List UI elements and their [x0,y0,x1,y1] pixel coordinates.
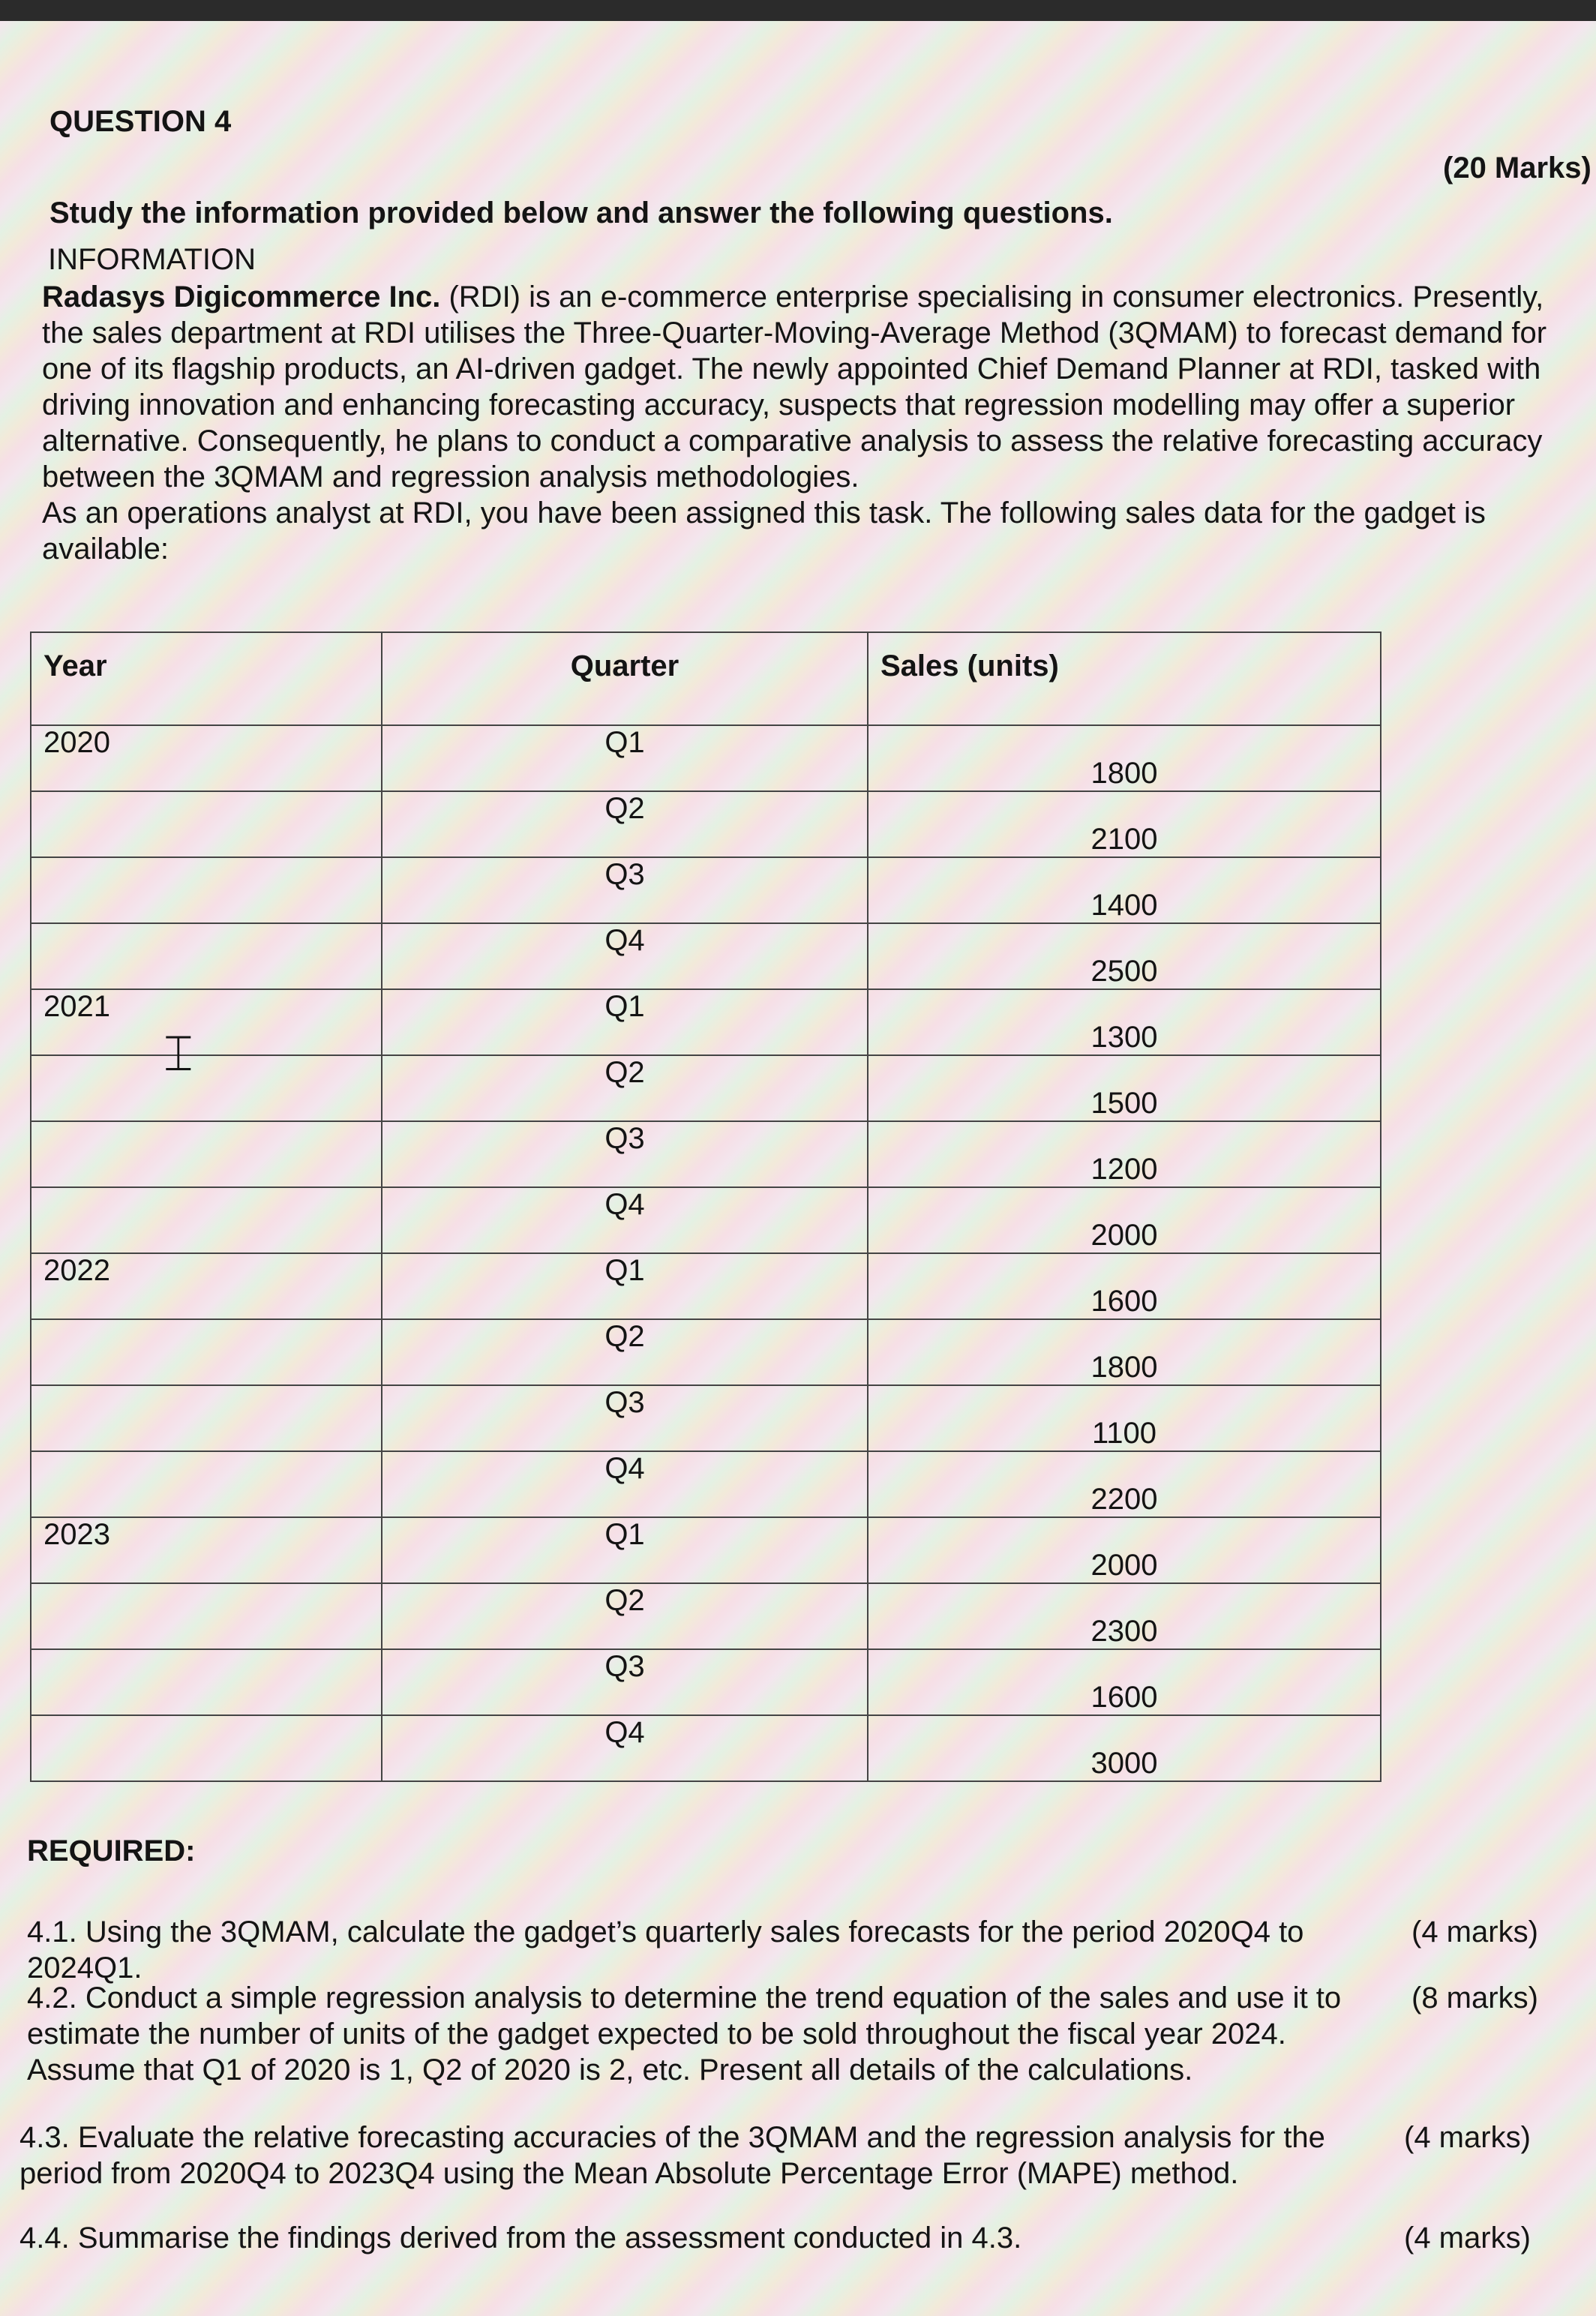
required-heading: REQUIRED: [27,1834,196,1868]
quarter-cell: Q2 [382,1319,868,1385]
table-row [31,1517,1381,1583]
table-row [31,1385,1381,1451]
sales-cell: 2500 [868,923,1381,989]
year-cell: 2022 [31,1253,382,1319]
sales-cell: 1100 [868,1385,1381,1451]
quarter-cell: Q1 [382,725,868,791]
table-row [31,791,1381,857]
sales-cell: 1200 [868,1121,1381,1187]
sales-table [30,632,1382,1782]
information-text: (RDI) is an e-commerce enterprise specialising in consumer electronics. Presently, the sales department at RDI utilises the Three-Quarter-Moving-Average Method (3QMAM) to forecast demand for one of its flagship products, an AI-driven gadget. The newly appointed Chief Demand Planner at RDI, tasked with driving innovation and enhancing forecasting accuracy, suspects that regression modelling may offer a superior alternative. Consequently, he plans to conduct a comparative analysis to assess the relative forecasting accuracy between the 3QMAM and regression analysis methodologies. [42,280,1547,494]
required-item-text: 4.4. Summarise the findings derived from the assessment conducted in 4.3. [20,2222,1022,2254]
year-cell [31,1649,382,1715]
year-cell: 2021 [31,989,382,1055]
quarter-cell: Q1 [382,1517,868,1583]
year-cell [31,1385,382,1451]
required-item-marks: (8 marks) [1412,1982,1538,2014]
sales-cell: 3000 [868,1715,1381,1781]
table-row [31,1187,1381,1253]
year-cell [31,791,382,857]
year-cell [31,1055,382,1121]
year-cell: 2023 [31,1517,382,1583]
sales-cell: 2000 [868,1517,1381,1583]
required-item-marks: (4 marks) [1412,1916,1538,1948]
year-cell [31,857,382,923]
information-paragraph [42,279,1580,567]
quarter-cell: Q4 [382,1715,868,1781]
sales-cell: 2200 [868,1451,1381,1517]
instruction: Study the information provided below and answer the following questions. [50,196,1113,230]
year-cell [31,1715,382,1781]
required-item-4-4 [20,2220,1531,2256]
year-cell [31,1121,382,1187]
sales-cell: 2100 [868,791,1381,857]
text-cursor-icon: ⌶ [164,1024,194,1082]
table-row [31,1451,1381,1517]
quarter-cell: Q1 [382,989,868,1055]
table-row [31,1055,1381,1121]
quarter-cell: Q2 [382,1583,868,1649]
quarter-cell: Q1 [382,1253,868,1319]
table-row [31,1319,1381,1385]
header-sales: Sales (units) [868,632,1381,725]
sales-cell: 2300 [868,1583,1381,1649]
required-item-4-2 [27,1980,1538,2088]
sales-cell: 1500 [868,1055,1381,1121]
information-heading: INFORMATION [48,243,256,276]
sales-cell: 1600 [868,1649,1381,1715]
required-item-4-1 [27,1914,1538,1986]
required-item-text: 4.3. Evaluate the relative forecasting accuracies of the 3QMAM and the regression analysis for the period from 2020Q4 to 2023Q4 using the Mean Absolute Percentage Error (MAPE) method. [20,2121,1325,2190]
quarter-cell: Q4 [382,1187,868,1253]
quarter-cell: Q2 [382,1055,868,1121]
year-cell [31,1583,382,1649]
table-row [31,1649,1381,1715]
table-row [31,725,1381,791]
total-marks: (20 Marks) [1443,152,1592,184]
company-name: Radasys Digicommerce Inc. [42,280,441,314]
quarter-cell: Q4 [382,923,868,989]
required-item-4-3 [20,2120,1531,2192]
table-row [31,1121,1381,1187]
table-row [31,1583,1381,1649]
table-row [31,1253,1381,1319]
quarter-cell: Q2 [382,791,868,857]
year-cell [31,1451,382,1517]
quarter-cell: Q3 [382,1121,868,1187]
required-item-text: 4.2. Conduct a simple regression analysis to determine the trend equation of the sales and use it to estimate the number of units of the gadget expected to be sold throughout the fiscal year 2024. Assume that Q1 of 2020 is 1, Q2 of 2020 is 2, etc. Present all details of the calculations. [27,1982,1342,2086]
table-row [31,857,1381,923]
required-item-marks: (4 marks) [1404,2222,1531,2254]
header-year: Year [31,632,382,725]
table-header-row [31,632,1381,725]
sales-cell: 1400 [868,857,1381,923]
year-cell: 2020 [31,725,382,791]
year-cell [31,923,382,989]
table-row [31,989,1381,1055]
required-item-text: 4.1. Using the 3QMAM, calculate the gadget’s quarterly sales forecasts for the period 2020Q4 to 2024Q1. [27,1916,1304,1984]
quarter-cell: Q3 [382,1385,868,1451]
sales-cell: 1300 [868,989,1381,1055]
sales-cell: 1600 [868,1253,1381,1319]
question-title: QUESTION 4 [50,105,232,138]
year-cell [31,1319,382,1385]
table-row [31,923,1381,989]
quarter-cell: Q3 [382,857,868,923]
sales-cell: 1800 [868,725,1381,791]
information-text-2: As an operations analyst at RDI, you have been assigned this task. The following sales data for the gadget is available: [42,496,1486,566]
required-item-marks: (4 marks) [1404,2121,1531,2154]
quarter-cell: Q3 [382,1649,868,1715]
top-bezel [0,0,1596,21]
header-quarter: Quarter [382,632,868,725]
table-row [31,1715,1381,1781]
sales-cell: 1800 [868,1319,1381,1385]
quarter-cell: Q4 [382,1451,868,1517]
year-cell [31,1187,382,1253]
sales-cell: 2000 [868,1187,1381,1253]
